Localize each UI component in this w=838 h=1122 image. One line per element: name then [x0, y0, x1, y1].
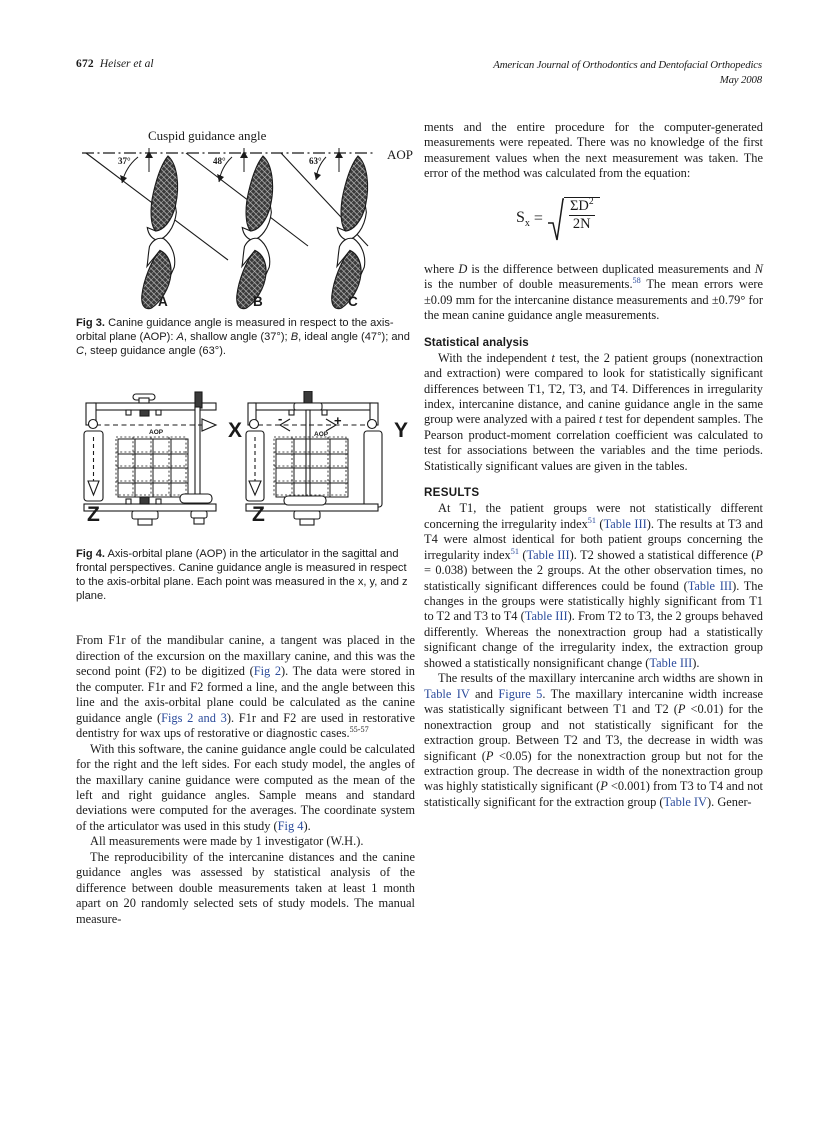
rp2-var-n: N — [754, 261, 763, 276]
figure-3-panel-b — [186, 148, 308, 312]
figure-3-caption-b: B — [290, 331, 299, 344]
figure-4-axis-z-right: Z — [252, 502, 265, 526]
rp5-seg-2: and — [469, 686, 499, 701]
formula-numerator-exponent: 2 — [588, 196, 594, 207]
journal-title: American Journal of Orthodontics and Dentofacial Orthopedics — [493, 59, 762, 71]
right-paragraph-2 — [424, 262, 763, 324]
rp5-var-p-1: P — [677, 702, 686, 717]
xref-figure-5[interactable]: Figure 5 — [498, 686, 543, 701]
rp4-seg-4: ( — [518, 547, 527, 562]
figure-4-axis-z-left: Z — [87, 502, 100, 526]
citation-51-a: 51 — [587, 515, 596, 525]
xref-table-iii-2[interactable]: Table III — [526, 547, 570, 562]
right-column — [424, 120, 763, 810]
formula-numerator-base: ΣD — [569, 197, 589, 214]
figure-3-angle-a: 37° — [118, 156, 131, 166]
figure-4-caption-label: Fig 4. — [76, 547, 105, 560]
rp5-seg-3: . The maxillary intercanine width increase was statistically significant between T1 and T2 ( — [424, 686, 763, 717]
figure-3-caption-seg-3: , ideal angle (47°); and — [298, 331, 410, 344]
heading-results: RESULTS — [424, 486, 480, 500]
figure-4-axis-x: X — [228, 418, 243, 442]
figure-4-svg — [76, 391, 415, 539]
figure-4-graphic — [76, 391, 415, 539]
rp3-seg-3: test for dependent samples. The Pearson product-moment correlation coefficient was calculated to test for associations between the variables and the time periods. Statistically significant values are given in the tables. — [424, 412, 763, 473]
figure-4-sign-minus: - — [278, 410, 283, 426]
figure-4 — [76, 391, 415, 604]
citation-51-b: 51 — [510, 546, 519, 556]
running-head-right — [493, 58, 762, 88]
running-head-left — [76, 58, 154, 70]
lp1-seg-3: ). F1r and F2 are used in restorative dentistry for wax ups of restorative or diagnostic cases. — [76, 710, 415, 741]
lp2-seg-2: ). — [303, 818, 311, 833]
figure-3-angle-b: 48° — [213, 156, 226, 166]
formula-fraction — [564, 197, 600, 233]
error-of-method-formula — [424, 192, 763, 254]
square-root-icon — [547, 196, 564, 242]
rp3-var-t-1: t — [551, 350, 555, 365]
xref-table-iv-1[interactable]: Table IV — [424, 686, 470, 701]
lp2-seg-1: With this software, the canine guidance angle could be calculated for the right and the left sides. For each study model, the angles of the maxillary canine guidance were computed as the mean of the left and right guidance angles. Sample means and standard deviations were computed for the averages. The coordinate system of the articulator was used in this study ( — [76, 741, 415, 833]
left-paragraph-1 — [76, 633, 415, 741]
figure-4-frontal-articulator — [246, 391, 382, 525]
rp1-seg-1: ments and the entire procedure for the computer-generated measurements were repeated. There was no knowledge of the first measurement values when the next measurement was taken. The error of the method was calculated from the equation: — [424, 120, 763, 181]
lp1-seg-2: ). The data were stored in the computer. F1r and F2 formed a line, and the angle between this line and the axis-orbital plane could be calculated as the canine guidance angle ( — [76, 664, 415, 725]
figure-3-caption-seg-4: , steep guidance angle (63°). — [84, 345, 226, 358]
left-paragraph-4 — [76, 850, 415, 927]
rp5-var-p-2: P — [485, 748, 494, 763]
figure-4-axis-y: Y — [394, 418, 409, 442]
figure-3-panel-a — [86, 148, 228, 312]
rp2-seg-4: The mean errors were ±0.09 mm for the intercanine distance measurements and ±0.79° for the mean canine guidance angle measurements. — [424, 277, 763, 323]
running-head-authors: Heiser et al — [99, 58, 154, 70]
figure-3-title-label: Cuspid guidance angle — [148, 128, 267, 143]
figure-3-graphic — [76, 120, 415, 316]
xref-table-iv-2[interactable]: Table IV — [663, 794, 707, 809]
left-column — [76, 120, 415, 927]
left-paragraph-3 — [76, 834, 415, 849]
lp1-seg-1: From F1r of the mandibular canine, a tangent was placed in the direction of the excursion on the maxillary canine, and this was the second point (F2) to be digitized ( — [76, 633, 415, 679]
figure-3-panel-c — [281, 148, 376, 312]
citation-58: 58 — [632, 276, 641, 286]
left-column-body — [76, 633, 415, 927]
formula-radical — [547, 196, 600, 242]
right-paragraph-4 — [424, 501, 763, 671]
formula-lhs-subscript: x — [524, 217, 530, 229]
figure-3-angle-c: 63° — [309, 156, 322, 166]
figure-3-panel-letter-c: C — [348, 294, 358, 309]
rp3-seg-2: test, the 2 patient groups (nonextraction and extraction) were compared to look for statistically significant differences between T1, T2, T3, and T4. Differences in irregularity index, intercanine distance, and canine guidance angle in the same group were analyzed with a paired — [424, 350, 764, 427]
formula-lhs-symbol: S — [516, 208, 525, 226]
rp4-seg-7: ). The changes in the groups were statistically highly significant from T1 to T2 and T3 to T4 ( — [424, 578, 763, 624]
figure-3 — [76, 120, 415, 359]
formula-lhs — [516, 209, 530, 229]
figure-3-svg — [76, 120, 415, 316]
rp4-seg-5: ). T2 showed a statistical difference ( — [569, 547, 756, 562]
citation-55-57: 55-57 — [349, 725, 369, 735]
rp4-seg-2: ( — [595, 516, 604, 531]
right-paragraph-1 — [424, 120, 763, 182]
rp4-var-p-1: P — [755, 547, 763, 562]
rp5-seg-7: ). Gener- — [707, 794, 752, 809]
xref-table-iii-4[interactable]: Table III — [524, 609, 568, 624]
rp5-seg-6: <0.001) from T3 to T4 and not statistically significant for the extraction group ( — [424, 779, 763, 809]
rp5-seg-1: The results of the maxillary intercanine arch widths are shown in — [438, 671, 763, 686]
rp2-seg-1: where — [424, 261, 459, 276]
rp5-seg-5: <0.05) for the nonextraction group but not for the extraction group. The decrease in width of the nonextraction group was highly statistically significant ( — [424, 748, 764, 794]
rp4-seg-1: At T1, the patient groups were not statistically different concerning the irregularity index — [424, 501, 763, 531]
formula-equals: = — [533, 209, 543, 227]
rp5-seg-4: <0.01) for the nonextraction group and not statistically significant for the extraction group. Between T2 and T3, the decrease in width was significant ( — [424, 702, 763, 763]
issue-date: May 2008 — [719, 74, 762, 86]
right-paragraph-3 — [424, 351, 763, 475]
figure-3-caption — [76, 316, 415, 359]
figure-3-caption-seg-2: , shallow angle (37°); — [183, 331, 291, 344]
figure-4-aop-label-left: AOP — [149, 428, 164, 436]
running-head — [76, 58, 762, 102]
heading-statistical-analysis: Statistical analysis — [424, 335, 529, 349]
figure-4-caption — [76, 547, 415, 604]
figure-3-caption-label: Fig 3. — [76, 317, 105, 329]
rp2-seg-3: is the number of double measurements. — [424, 277, 633, 292]
figure-3-panel-letter-b: B — [253, 294, 263, 309]
figure-3-aop-label: AOP — [386, 147, 413, 162]
xref-table-iii-1[interactable]: Table III — [603, 516, 647, 531]
figure-4-aop-label-right: AOP — [314, 430, 329, 438]
figure-3-caption-seg-1: Canine guidance angle is measured in respect to the axis-orbital plane (AOP): — [76, 317, 394, 344]
formula-denominator: 2N — [572, 215, 591, 232]
rp3-seg-1: With the independent — [438, 350, 552, 365]
figure-3-caption-c: C — [76, 345, 85, 358]
figure-4-sagittal-articulator — [84, 392, 216, 525]
xref-fig-4[interactable]: Fig 4 — [277, 818, 304, 833]
rp4-seg-3: ). The results at T3 and T4 were almost identical for both patient groups concerning the irregularity index — [424, 516, 763, 562]
formula-numerator — [569, 198, 595, 216]
rp4-seg-6: = 0.038) between the 2 groups. At the other observation times, no statistically significant differences could be found ( — [424, 563, 763, 593]
figure-3-caption-a: A — [176, 331, 184, 344]
figure-3-panel-letter-a: A — [158, 294, 168, 309]
xref-fig-2[interactable]: Fig 2 — [253, 664, 282, 679]
left-paragraph-2 — [76, 742, 415, 835]
rp2-var-d: D — [458, 261, 468, 276]
xref-table-iii-3[interactable]: Table III — [687, 578, 733, 593]
figure-4-sign-plus: + — [334, 412, 342, 428]
rp5-var-p-3: P — [600, 779, 608, 794]
rp4-seg-8: ). From T2 to T3, the 2 groups behaved differently. Whereas the nonextraction group had a statistically significant change of the irregularity index, the extraction group showed a statistically nonsignificant change ( — [424, 609, 764, 670]
xref-table-iii-5[interactable]: Table III — [649, 655, 693, 670]
xref-figs-2-and-3[interactable]: Figs 2 and 3 — [161, 710, 227, 725]
lp3-seg-1: All measurements were made by 1 investigator (W.H.). — [90, 834, 364, 849]
lp4-seg-1: The reproducibility of the intercanine distances and the canine guidance angles was assessed by statistical analysis of the difference between double measurements taken at least 1 month apart on 20 randomly selected sets of study models. The manual measure- — [76, 849, 415, 926]
rp4-seg-9: ). — [692, 655, 700, 670]
page-number: 672 — [76, 58, 94, 70]
rp2-seg-2: is the difference between duplicated measurements and — [467, 261, 755, 276]
rp3-var-t-2: t — [598, 412, 603, 427]
figure-4-caption-text: Axis-orbital plane (AOP) in the articulator in the sagittal and frontal perspectives. Canine guidance angle is measured in respect to the axis-orbital plane. Each point was measured in the x, y, and z plane. — [76, 547, 408, 603]
right-paragraph-5 — [424, 671, 763, 810]
